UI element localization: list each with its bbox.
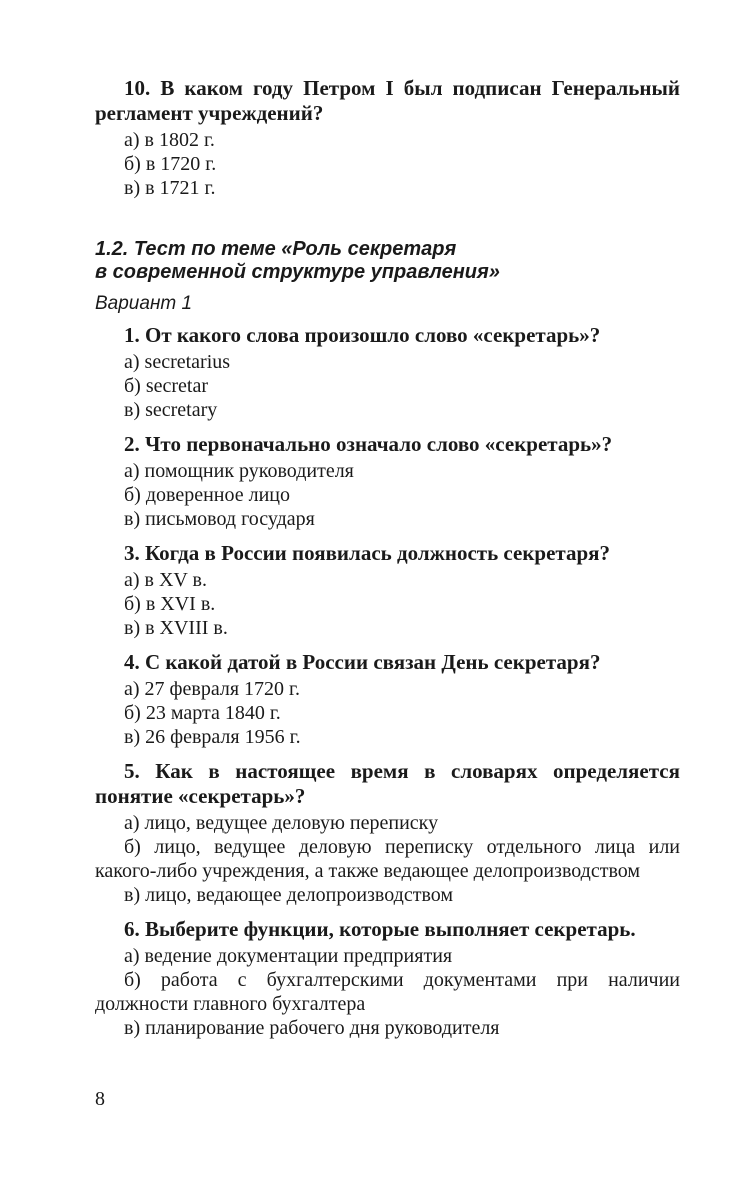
question-text: 2. Что первоначально означало слово «секретарь»? xyxy=(124,432,613,456)
answer-option: б) в XVI в. xyxy=(124,593,216,615)
question-10 xyxy=(95,76,680,200)
page-number: 8 xyxy=(95,1088,105,1110)
answer-options xyxy=(95,568,680,640)
answer-option: а) 27 февраля 1720 г. xyxy=(124,678,300,700)
answer-options xyxy=(95,811,680,907)
answer-options xyxy=(95,128,680,200)
answer-option: в) письмовод государя xyxy=(124,508,315,530)
answer-option: б) работа с бухгалтерскими документами при наличии должности главного бухгалтера xyxy=(95,969,680,1015)
section-title-line-2: в современной структуре управления» xyxy=(95,261,500,283)
answer-option: в) планирование рабочего дня руководителя xyxy=(124,1017,500,1039)
answer-option: а) ведение документации предприятия xyxy=(124,945,453,967)
answer-option: в) в XVIII в. xyxy=(124,617,228,639)
question-text: 5. Как в настоящее время в словарях определяется понятие «секретарь»? xyxy=(95,759,680,808)
answer-option: б) в 1720 г. xyxy=(124,153,217,175)
section-heading xyxy=(95,238,680,284)
question-4 xyxy=(95,650,680,749)
answer-options xyxy=(95,350,680,422)
answer-options xyxy=(95,944,680,1040)
answer-option: б) доверенное лицо xyxy=(124,484,291,506)
section-title-line-1: 1.2. Тест по теме «Роль секретаря xyxy=(95,238,457,260)
answer-option: б) 23 марта 1840 г. xyxy=(124,702,281,724)
variant-label: Вариант 1 xyxy=(95,293,193,314)
question-text: 10. В каком году Петром I был подписан Генеральный регламент учреждений? xyxy=(95,76,680,125)
page-content xyxy=(95,76,680,1050)
answer-options xyxy=(95,677,680,749)
question-2 xyxy=(95,432,680,531)
answer-option: в) в 1721 г. xyxy=(124,177,216,199)
question-3 xyxy=(95,541,680,640)
question-5 xyxy=(95,759,680,907)
question-text: 3. Когда в России появилась должность секретаря? xyxy=(124,541,611,565)
answer-option: в) secretary xyxy=(124,399,218,421)
answer-option: а) помощник руководителя xyxy=(124,460,354,482)
answer-option: а) secretarius xyxy=(124,351,231,373)
answer-option: а) в 1802 г. xyxy=(124,129,215,151)
question-text: 4. С какой датой в России связан День секретаря? xyxy=(124,650,601,674)
answer-option: в) 26 февраля 1956 г. xyxy=(124,726,301,748)
answer-option: а) в XV в. xyxy=(124,569,207,591)
answer-option: б) secretar xyxy=(124,375,209,397)
question-text: 6. Выберите функции, которые выполняет секретарь. xyxy=(124,917,636,941)
question-text: 1. От какого слова произошло слово «секретарь»? xyxy=(124,323,601,347)
answer-options xyxy=(95,459,680,531)
answer-option: а) лицо, ведущее деловую переписку xyxy=(124,812,439,834)
question-6 xyxy=(95,917,680,1040)
answer-option: б) лицо, ведущее деловую переписку отдельного лица или какого-либо учреждения, а также ведающее делопроизводством xyxy=(95,836,680,882)
answer-option: в) лицо, ведающее делопроизводством xyxy=(124,884,454,906)
question-1 xyxy=(95,323,680,422)
